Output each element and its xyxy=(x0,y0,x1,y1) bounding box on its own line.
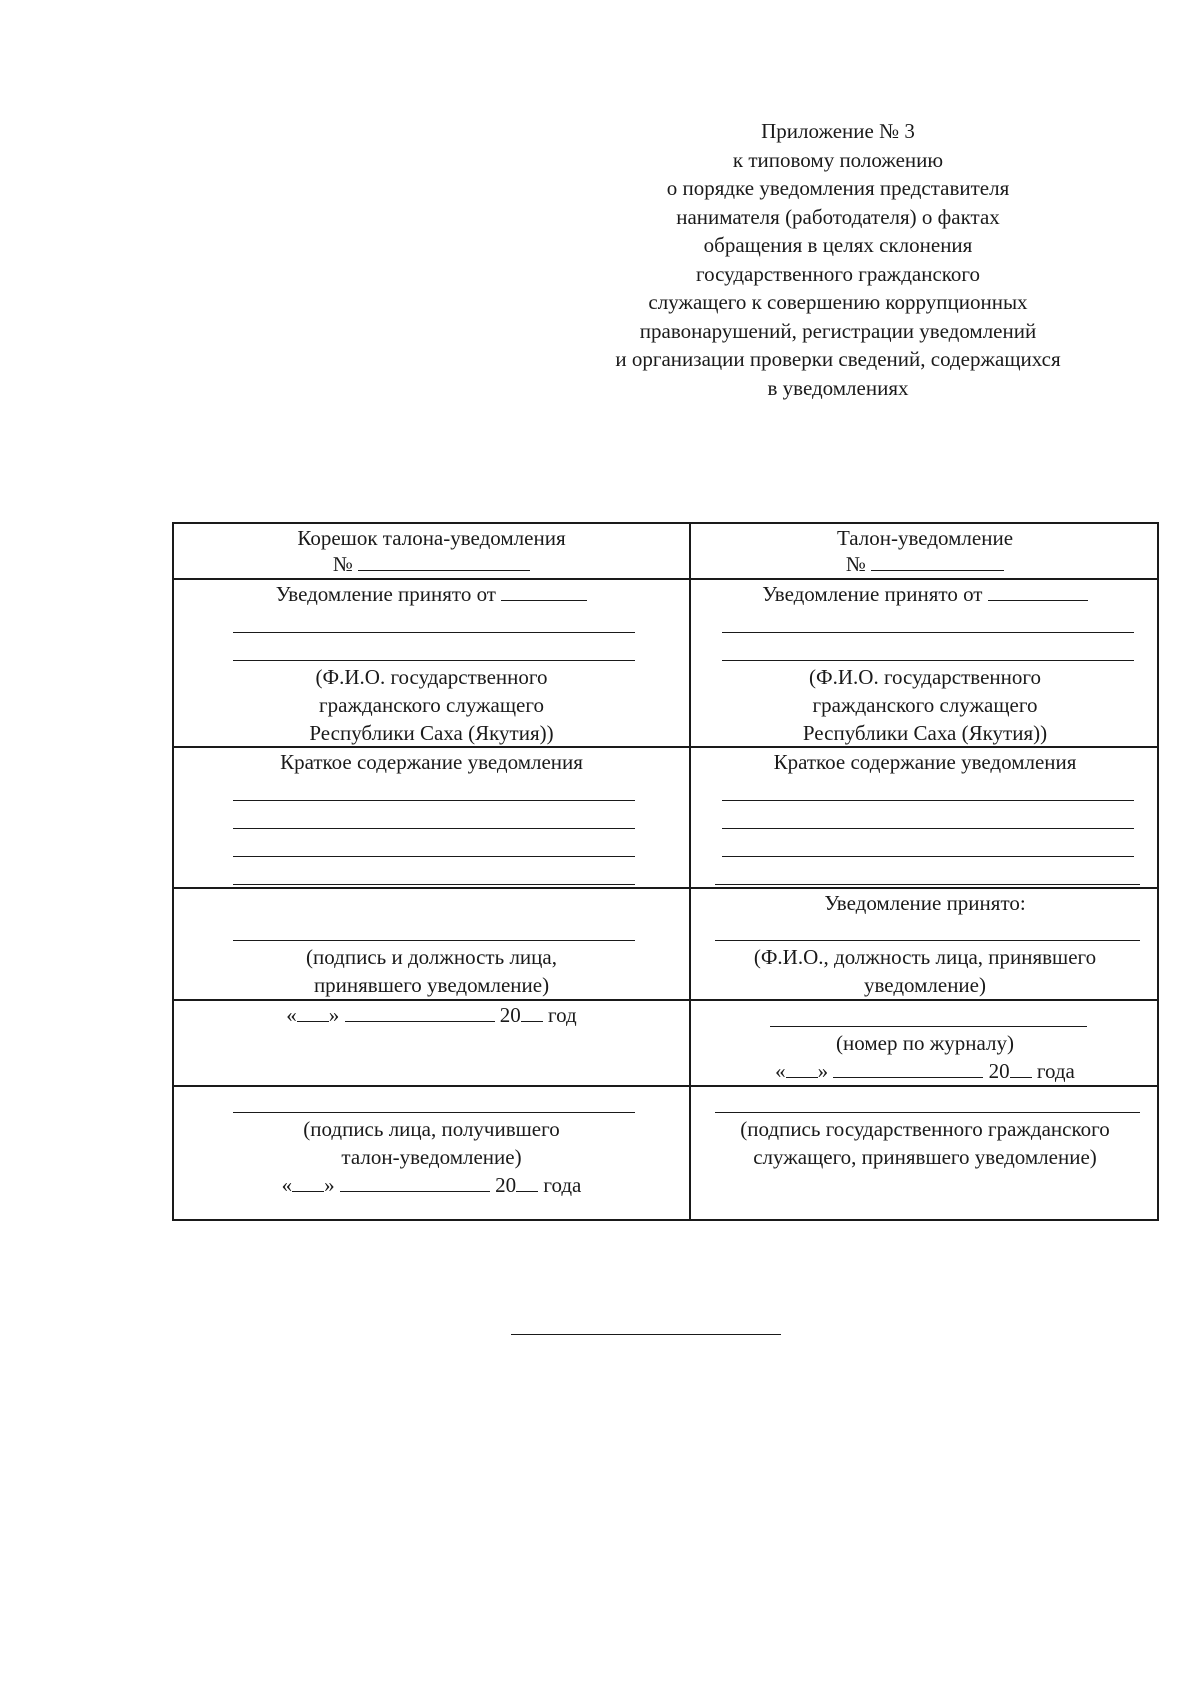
coupon-number-line xyxy=(691,550,1159,578)
month-field[interactable] xyxy=(340,1171,490,1192)
header-line: служащего к совершению коррупционных xyxy=(648,290,1028,314)
day-field[interactable] xyxy=(297,1001,329,1022)
employee-signature-line[interactable] xyxy=(715,1112,1140,1113)
year-prefix: 20 xyxy=(499,1003,521,1027)
year-suffix: года xyxy=(1036,1059,1075,1083)
year-prefix: 20 xyxy=(495,1173,517,1197)
stub-summary-cell xyxy=(174,748,689,887)
receiver-caption: (подпись лица, получившего xyxy=(303,1117,560,1141)
header-line: государственного гражданского xyxy=(695,261,980,286)
header-line: нанимателя (работодателя) о фактах xyxy=(676,204,1000,229)
month-field[interactable] xyxy=(833,1057,983,1078)
date-quote-open: « xyxy=(775,1059,786,1083)
coupon-received-from-cell xyxy=(691,580,1159,746)
coupon-summary-cell xyxy=(691,748,1159,887)
coupon-received-from xyxy=(691,580,1159,608)
appendix-header xyxy=(568,117,1108,402)
summary-title: Краткое содержание уведомления xyxy=(773,750,1077,774)
fio-caption: гражданского служащего xyxy=(812,693,1038,717)
received-from-label: Уведомление принято от xyxy=(275,582,496,606)
signature-line[interactable] xyxy=(233,940,635,941)
fio-line[interactable] xyxy=(722,660,1134,661)
stub-receiver-cell xyxy=(174,1087,689,1221)
date-quote-close: » xyxy=(328,1003,340,1027)
employee-signature-caption: служащего, принявшего уведомление) xyxy=(753,1145,1097,1169)
date-quote-close: » xyxy=(324,1173,335,1197)
header-line: к типовому положению xyxy=(732,147,944,172)
notification-coupon-table xyxy=(172,522,1159,1221)
accepted-title: Уведомление принято: xyxy=(824,891,1026,915)
employee-signature-caption: (подпись государственного гражданского xyxy=(740,1117,1110,1141)
journal-number-line[interactable] xyxy=(770,1026,1087,1027)
fio-line[interactable] xyxy=(233,632,635,633)
date-line xyxy=(691,1057,1159,1085)
fio-caption: (Ф.И.О. государственного xyxy=(809,665,1041,689)
summary-line[interactable] xyxy=(233,828,635,829)
receiver-caption: талон-уведомление) xyxy=(341,1145,522,1169)
signature-caption: (подпись и должность лица, xyxy=(306,945,557,969)
stub-number-line xyxy=(174,550,689,578)
fio-line[interactable] xyxy=(233,660,635,661)
stub-signature-cell xyxy=(174,889,689,999)
fio-line[interactable] xyxy=(722,632,1134,633)
year-prefix: 20 xyxy=(988,1059,1010,1083)
stub-received-from xyxy=(174,580,689,608)
header-line: в уведомлениях xyxy=(767,375,909,400)
summary-line[interactable] xyxy=(233,884,635,885)
received-from-field[interactable] xyxy=(988,580,1088,601)
number-sign: № xyxy=(332,552,353,576)
received-from-field[interactable] xyxy=(501,580,587,601)
stub-title: Корешок талона-уведомления xyxy=(297,526,566,550)
month-field[interactable] xyxy=(345,1001,495,1022)
year-field[interactable] xyxy=(1010,1057,1032,1078)
summary-line[interactable] xyxy=(722,828,1134,829)
accepted-caption: уведомление) xyxy=(863,973,986,997)
accepted-caption: (Ф.И.О., должность лица, принявшего xyxy=(753,945,1097,969)
year-field[interactable] xyxy=(516,1171,538,1192)
stub-number-field[interactable] xyxy=(358,550,530,571)
summary-line[interactable] xyxy=(233,856,635,857)
year-suffix: года xyxy=(543,1173,582,1197)
coupon-title-cell xyxy=(691,524,1159,578)
date-quote-open: « xyxy=(281,1173,293,1197)
accepted-line[interactable] xyxy=(715,940,1140,941)
coupon-signature-cell xyxy=(691,1087,1159,1221)
summary-line[interactable] xyxy=(233,800,635,801)
coupon-accepted-cell xyxy=(691,889,1159,999)
header-line: правонарушений, регистрации уведомлений xyxy=(639,318,1037,343)
closing-rule xyxy=(511,1334,781,1335)
fio-caption: Республики Саха (Якутия)) xyxy=(309,721,554,745)
header-line: обращения в целях склонения xyxy=(703,233,973,257)
coupon-title: Талон-уведомление xyxy=(836,526,1014,550)
summary-line[interactable] xyxy=(722,800,1134,801)
date-line xyxy=(174,1171,689,1199)
journal-caption: (номер по журналу) xyxy=(836,1031,1014,1055)
year-suffix: год xyxy=(548,1003,577,1027)
signature-caption: принявшего уведомление) xyxy=(313,973,550,997)
header-line: и организации проверки сведений, содержащихся xyxy=(615,347,1061,371)
summary-line[interactable] xyxy=(715,884,1140,885)
summary-line[interactable] xyxy=(722,856,1134,857)
summary-title: Краткое содержание уведомления xyxy=(280,750,583,774)
day-field[interactable] xyxy=(786,1057,818,1078)
year-field[interactable] xyxy=(521,1001,543,1022)
coupon-number-field[interactable] xyxy=(871,550,1004,571)
receiver-signature-line[interactable] xyxy=(233,1112,635,1113)
stub-received-from-cell xyxy=(174,580,689,746)
date-quote-open: « xyxy=(286,1003,297,1027)
date-quote-close: » xyxy=(817,1059,829,1083)
fio-caption: гражданского служащего xyxy=(319,693,544,717)
fio-caption: Республики Саха (Якутия)) xyxy=(802,721,1048,745)
date-line xyxy=(174,1001,689,1029)
day-field[interactable] xyxy=(292,1171,324,1192)
number-sign: № xyxy=(845,552,866,576)
header-line: о порядке уведомления представителя xyxy=(666,176,1010,200)
stub-date-cell xyxy=(174,1001,689,1085)
received-from-label: Уведомление принято от xyxy=(762,582,983,606)
header-line: Приложение № 3 xyxy=(761,119,915,143)
coupon-journal-cell xyxy=(691,1001,1159,1085)
stub-title-cell xyxy=(174,524,689,578)
fio-caption: (Ф.И.О. государственного xyxy=(315,665,548,689)
